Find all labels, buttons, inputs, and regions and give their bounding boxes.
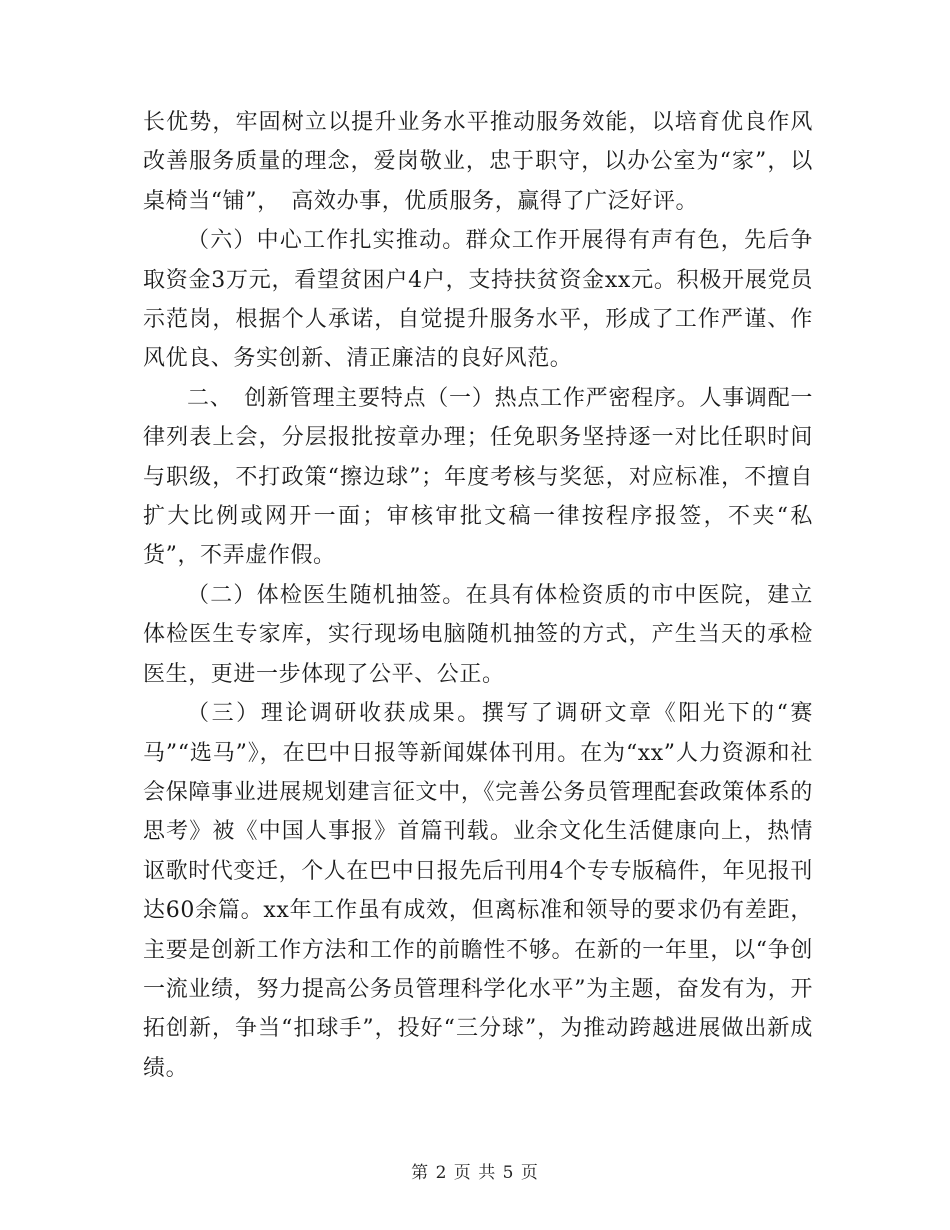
document-body	[143, 103, 813, 1088]
page-number-footer: 第 2 页 共 5 页	[411, 1163, 539, 1183]
paragraph-medical-exam-lottery: （二）体检医生随机抽签。在具有体检资质的市中医院，建立体检医生专家库，实行现场电脑随机抽签的方式，产生当天的承检医生，更进一步体现了公平、公正。	[143, 582, 813, 687]
paragraph-section-two-features: 二、 创新管理主要特点（一）热点工作严密程序。人事调配一律列表上会，分层报批按章办理；任免职务坚持逐一对比任职时间与职级，不打政策“擦边球”；年度考核与奖惩，对应标准，不擅自扩大比例或网开一面；审核审批文稿一律按程序报签，不夹“私货”，不弄虚作假。	[143, 385, 813, 569]
paragraph-research-results: （三）理论调研收获成果。撰写了调研文章《阳光下的“赛马”“选马”》，在巴中日报等新闻媒体刊用。在为“xx”人力资源和社会保障事业进展规划建言征文中，《完善公务员管理配套政策体系的思考》被《中国人事报》首篇刊载。业余文化生活健康向上，热情讴歌时代变迁，个人在巴中日报先后刊用4个专专版稿件，年见报刊达60余篇。xx年工作虽有成效，但离标准和领导的要求仍有差距，主要是创新工作方法和工作的前瞻性不够。在新的一年里，以“争创一流业绩，努力提高公务员管理科学化水平”为主题，奋发有为，开拓创新，争当“扣球手”，投好“三分球”，为推动跨越进展做出新成绩。	[143, 701, 813, 1081]
paragraph-continuation: 长优势，牢固树立以提升业务水平推动服务效能，以培育优良作风改善服务质量的理念，爱岗敬业，忠于职守，以办公室为“家”，以桌椅当“铺”， 高效办事，优质服务，赢得了广泛好评。	[143, 110, 813, 214]
paragraph-section-six: （六）中心工作扎实推动。群众工作开展得有声有色，先后争取资金3万元，看望贫困户4户，支持扶贫资金xx元。积极开展党员示范岗，根据个人承诺，自觉提升服务水平，形成了工作严谨、作风优良、务实创新、清正廉洁的良好风范。	[143, 228, 813, 372]
